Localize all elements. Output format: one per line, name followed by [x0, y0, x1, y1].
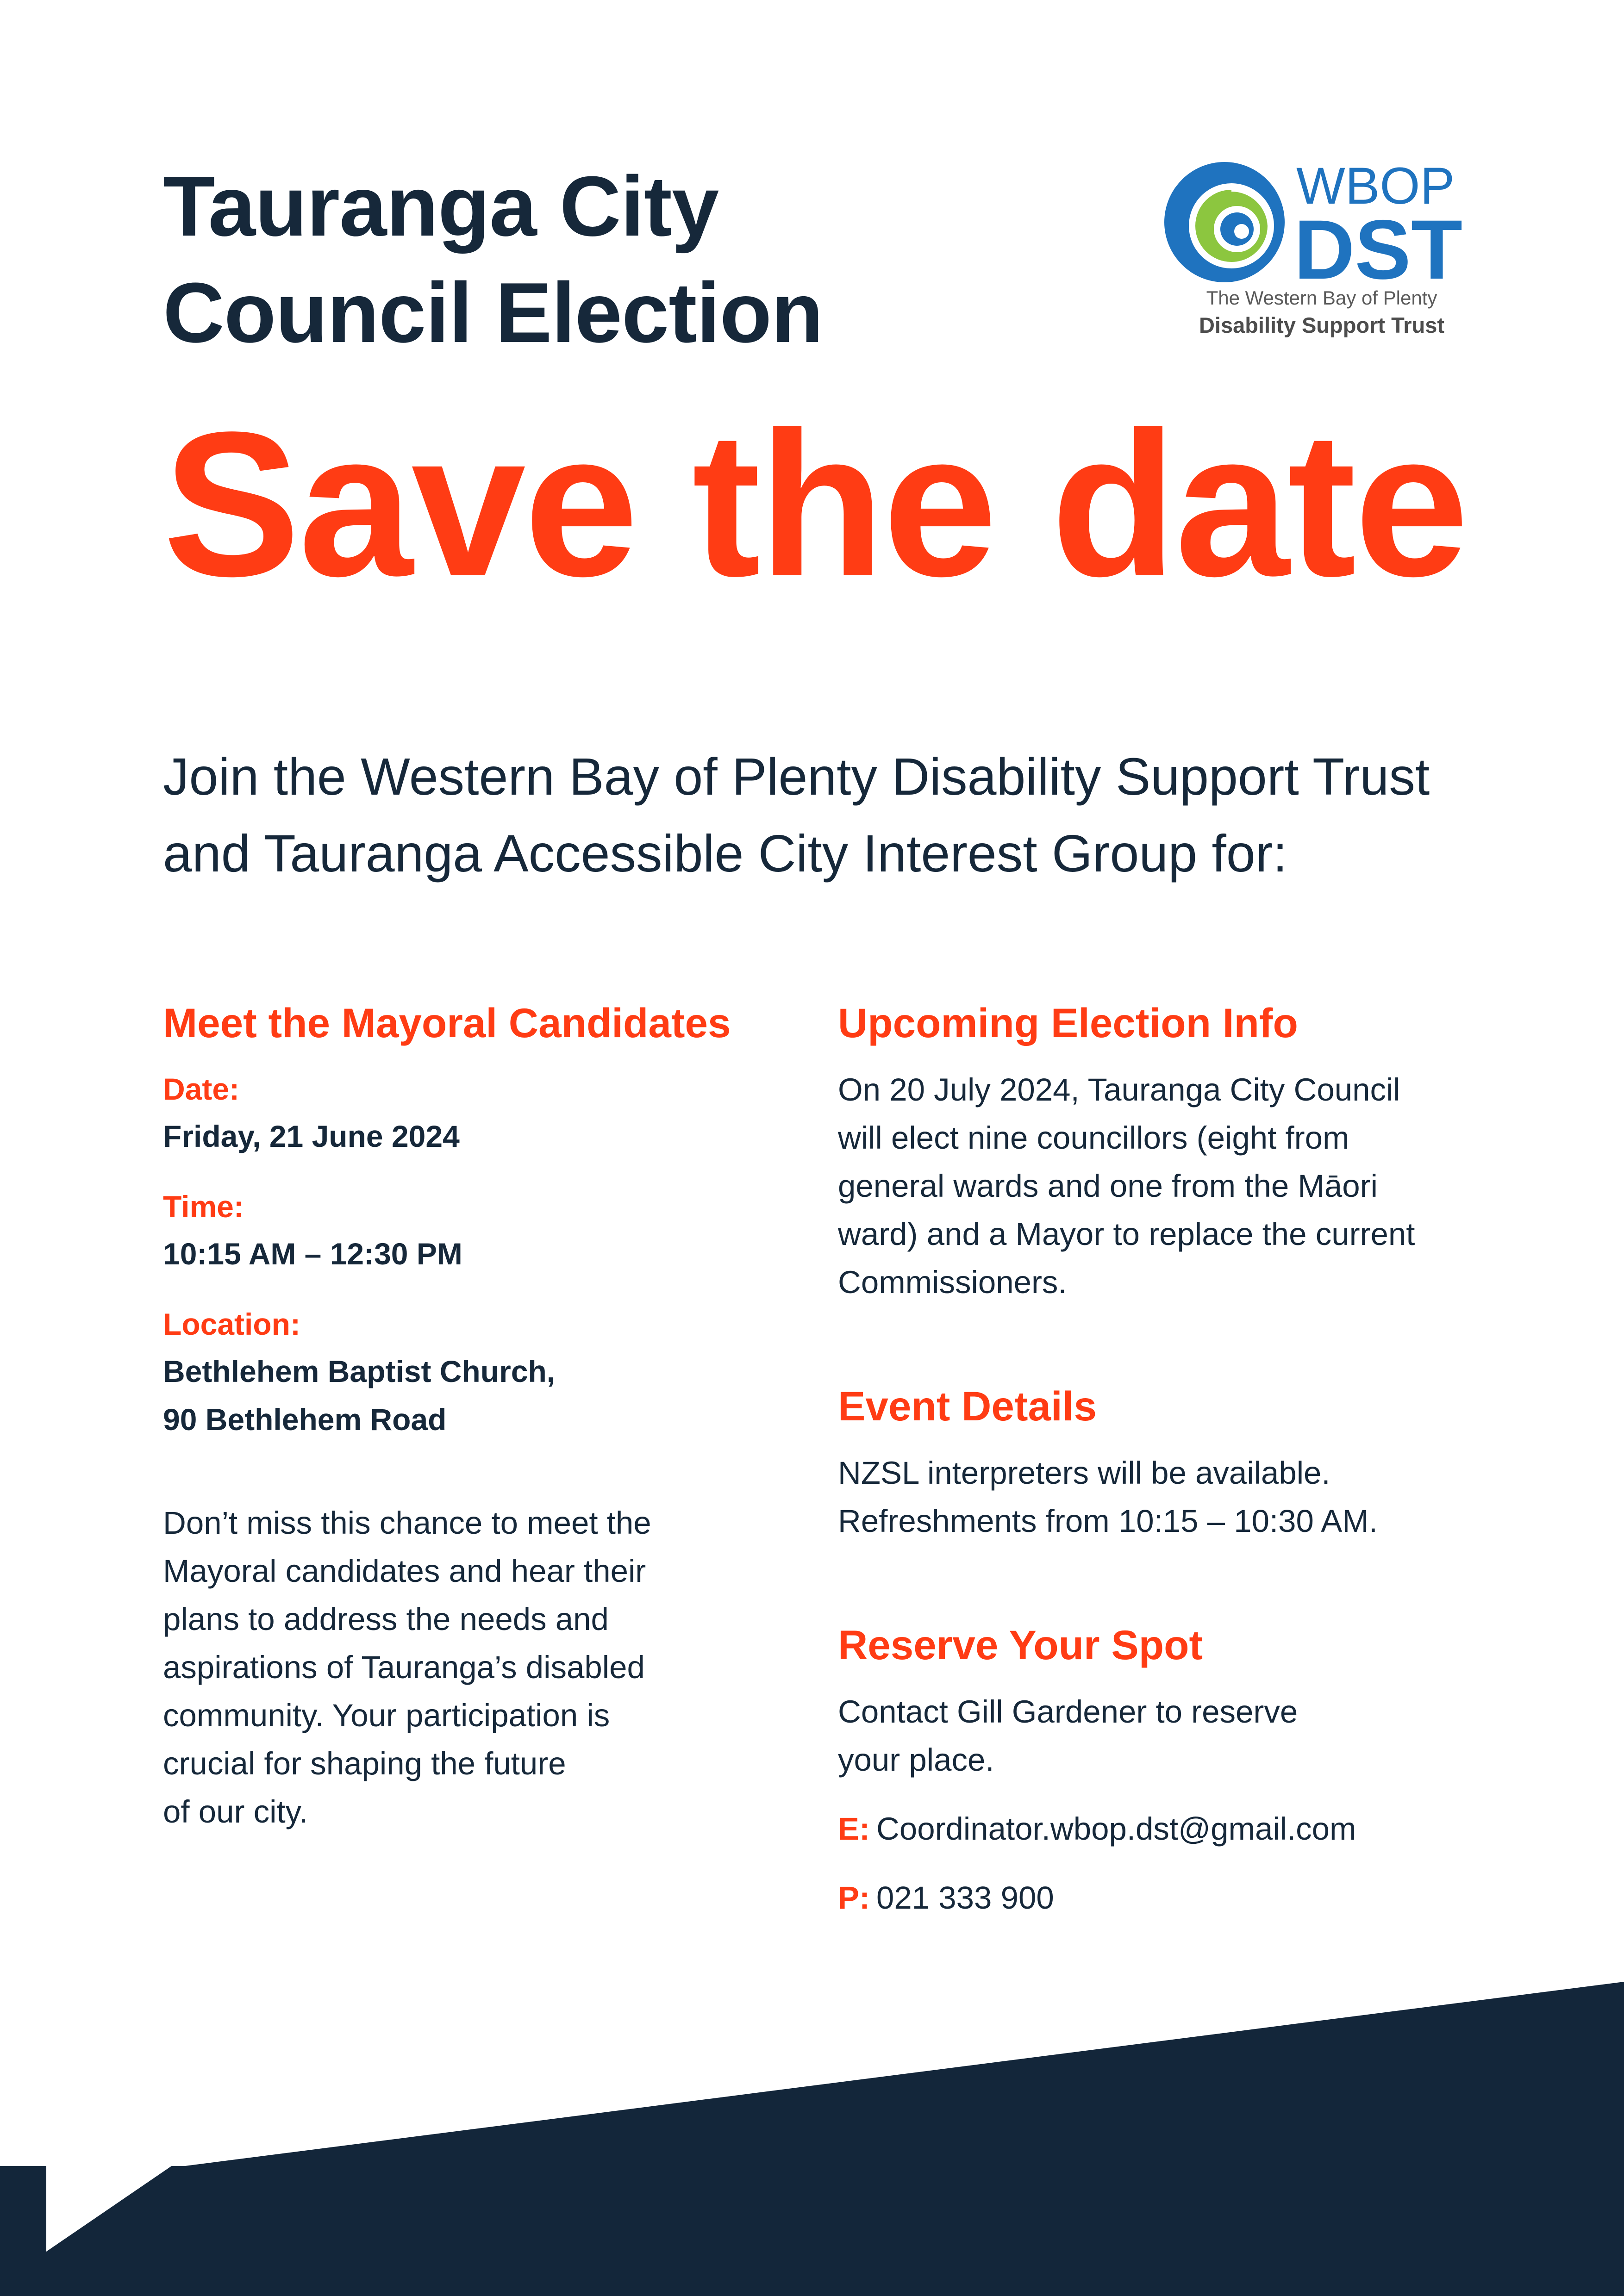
logo-wordmark-main: DST — [1294, 202, 1462, 287]
wbop-dst-logo — [1162, 153, 1468, 347]
footer-shape — [0, 1982, 1624, 2296]
location-line-1: Bethlehem Baptist Church, — [163, 1354, 556, 1388]
election-info-line: Commissioners. — [838, 1264, 1067, 1300]
description-line: aspirations of Tauranga’s disabled — [163, 1649, 645, 1685]
speech-bubble-notch — [46, 2157, 185, 2252]
reserve-heading: Reserve Your Spot — [838, 1622, 1203, 1668]
title-line-1: Tauranga City — [163, 158, 719, 254]
logo-wordmark-top: WBOP — [1296, 157, 1455, 215]
phone-link[interactable]: 021 333 900 — [876, 1880, 1054, 1916]
event-details-line: Refreshments from 10:15 – 10:30 AM. — [838, 1503, 1378, 1539]
description-line: Don’t miss this chance to meet the — [163, 1505, 651, 1541]
email-row — [838, 1805, 1509, 1853]
election-info-text — [838, 1066, 1509, 1307]
election-info-line: On 20 July 2024, Tauranga City Council — [838, 1072, 1400, 1108]
intro-line-1: Join the Western Bay of Plenty Disability Support Trust — [163, 747, 1430, 806]
logo-subtitle-1: The Western Bay of Plenty — [1206, 287, 1437, 309]
event-details-heading: Event Details — [838, 1383, 1097, 1429]
location-line-2: 90 Bethlehem Road — [163, 1402, 447, 1437]
description-line: community. Your participation is — [163, 1698, 610, 1733]
event-column — [163, 997, 811, 1836]
election-info-line: ward) and a Mayor to replace the current — [838, 1216, 1415, 1252]
event-heading: Meet the Mayoral Candidates — [163, 1000, 731, 1046]
phone-row — [838, 1874, 1509, 1922]
email-link[interactable]: Coordinator.wbop.dst@gmail.com — [876, 1811, 1356, 1847]
event-details-line: NZSL interpreters will be available. — [838, 1455, 1330, 1491]
logo-subtitle-2: Disability Support Trust — [1199, 313, 1445, 337]
time-label: Time: — [163, 1189, 244, 1224]
phone-label: P: — [838, 1880, 870, 1916]
description-line: crucial for shaping the future — [163, 1746, 566, 1781]
election-info-line: general wards and one from the Māori — [838, 1168, 1378, 1204]
info-column — [838, 997, 1509, 1922]
date-value: Friday, 21 June 2024 — [163, 1119, 460, 1153]
reserve-line: Contact Gill Gardener to reserve — [838, 1694, 1298, 1730]
save-the-date-headline: Save the date — [163, 389, 1468, 619]
page-title — [163, 153, 823, 366]
election-info-heading: Upcoming Election Info — [838, 1000, 1298, 1046]
intro-text — [163, 738, 1487, 892]
description-line: of our city. — [163, 1794, 308, 1829]
title-line-2: Council Election — [163, 265, 823, 360]
time-value: 10:15 AM – 12:30 PM — [163, 1237, 462, 1271]
logo-mark — [1162, 153, 1468, 287]
date-label: Date: — [163, 1072, 240, 1106]
email-label: E: — [838, 1811, 870, 1847]
event-description — [163, 1499, 811, 1836]
description-line: plans to address the needs and — [163, 1601, 609, 1637]
intro-line-2: and Tauranga Accessible City Interest Group for: — [163, 824, 1287, 883]
location-label: Location: — [163, 1307, 300, 1341]
reserve-line: your place. — [838, 1742, 994, 1778]
election-info-line: will elect nine councillors (eight from — [838, 1120, 1349, 1156]
description-line: Mayoral candidates and hear their — [163, 1553, 646, 1589]
